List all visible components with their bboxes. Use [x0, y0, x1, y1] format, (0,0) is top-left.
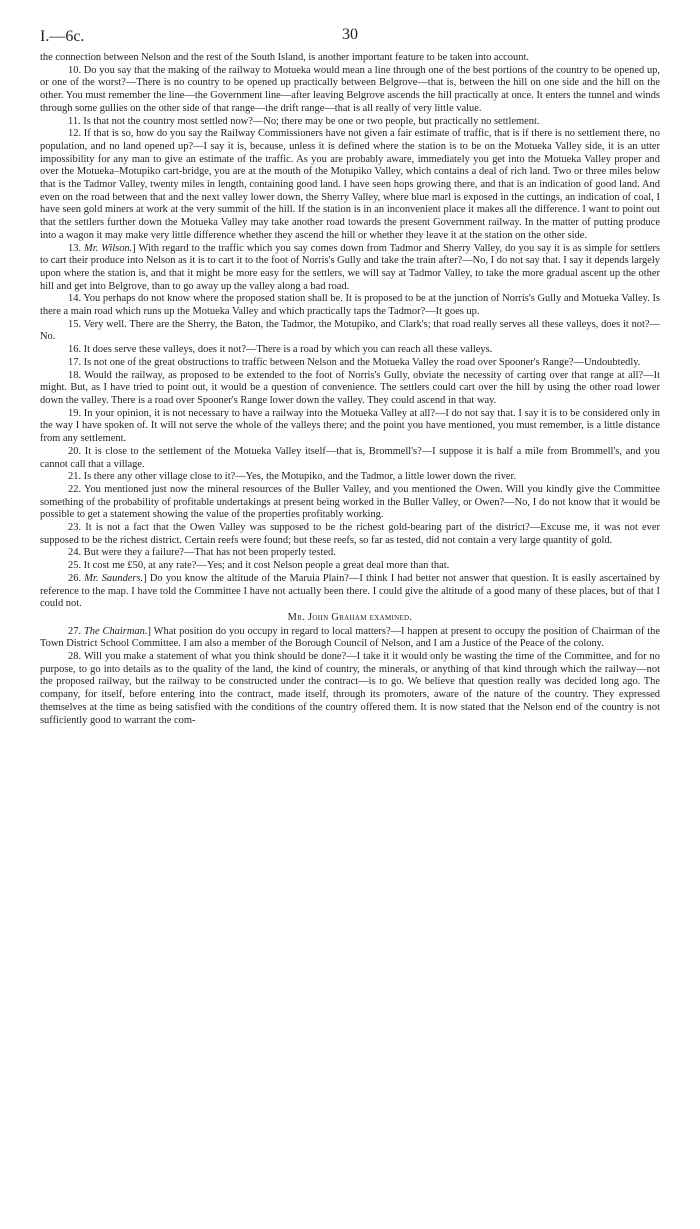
question-25: 25. It cost me £50, at any rate?—Yes; and it cost Nelson people a great deal more than that.	[68, 560, 450, 572]
question-11: 11. Is that not the country most settled now?—No; there may be one or two people, but practically no settlement.	[68, 115, 540, 127]
question-21: 21. Is there any other village close to it?—Yes, the Motupiko, and the Tadmor, a little lower down the river.	[68, 471, 517, 483]
question-20: 20. It is close to the settlement of the Motueka Valley itself—that is, Brommell's?—I suppose it is half a mile from Brommell's, and you cannot call that a village.	[40, 445, 660, 470]
question-15: 15. Very well. There are the Sherry, the Baton, the Tadmor, the Motupiko, and Clark's; that road really serves all these valleys, does it not?—No.	[40, 318, 660, 343]
question-26-text: Do you know the altitude of the Maruia Plain?—I think I had better not answer that question. It is easily ascertained by reference to the map. I have told the Committee I have not actually been there. I could give the altitude of a good many of these places, but of that I could not.	[40, 572, 660, 610]
question-14: 14. You perhaps do not know where the proposed station shall be. It is proposed to be at the junction of Norris's Gully and Motueka Valley. Is there a main road which runs up the Motueka Valley and which practically taps the Tadmor?—It goes up.	[40, 293, 660, 318]
question-23: 23. It is not a fact that the Owen Valley was supposed to be the richest gold-bearing part of the district?—Excuse me, it was not ever supposed to be the richest district. Certain reefs were found; but these reefs, so far as tested, did not contain a very large quantity of gold.	[40, 522, 660, 546]
speaker-saunders: Mr. Saunders.	[84, 572, 144, 584]
question-24: 24. But were they a failure?—That has not been properly tested.	[68, 547, 336, 559]
question-19: 19. In your opinion, it is not necessary to have a railway into the Motueka Valley at all?—I do not say that. I say it is to be considered only in the way I have spoken of. It will not serve the whole of the valleys there; and the point you have mentioned, you must remember, is a little distance from any settlement.	[40, 407, 660, 445]
question-26: 26. Mr. Saunders.] Do you know the altitude of the Maruia Plain?—I think I had better not answer that question. It is easily ascertained by reference to the map. I have told the Committee I have not actually been there. I could give the altitude of a good many of these places, but of that I could not.	[40, 572, 660, 610]
question-27: 27. The Chairman.] What position do you occupy in regard to local matters?—I happen at present to occupy the position of Chairman of the Town District School Committee. I am also a member of the Borough Council of Nelson, and I am a Justice of the Peace of the colony.	[40, 625, 661, 650]
question-28: 28. Will you make a statement of what you think should be done?—I take it it would only be wasting the time of the Committee, and for no purpose, to go into details as to the quality of the land, the kind of country, the minerals, or anything of that kind through which the railway—not the proposed railway, but the railway to be constructed under the contract—is to go. We believe that question really was decided long ago. The company, for itself, before entering into the contract, made itself, through its promoters, aware of the nature of the country. They expressed themselves at the time as being satisfied with the conditions of the country offered them. It is now stated that the Nelson end of the country is not sufficiently good to warrant the com-	[40, 651, 660, 726]
page-number: 30	[342, 26, 358, 43]
question-12: 12. If that is so, how do you say the Railway Commissioners have not given a fair estimate of traffic, that is if there is no settlement there, no population, and no land opened up?—I say it is, because, unless it is defined where the station is to be on the Motueka Valley side, it is an utter impossibility for any man to give an estimate of the traffic. As you are probably aware, immediately you get into the Motueka Valley proper and over the Motueka–Motupiko cart-bridge, you are at the mouth of the Motupiko Valley, which contains a deal of rich land. Two or three miles below that is the Tadmor Valley, twenty miles in length, containing good land. I have seen hops growing there, and that is an indication of good land. And even on the road between that and the next valley lower down, the Sherry Valley, where blue marl is exposed in the cuttings, an indication of coal, I have seen gold miners at work at the very summit of the hill. If the station is in an inconvenient place it makes all the difference. I want to point out that the settlers further down the Motueka Valley may take another road towards the present Government railway. In the matter of putting produce into a wagon it may make very little difference whether they ascend the hill or whether they leave it at the station on the other side.	[40, 128, 660, 241]
question-13: 13. Mr. Wilson.] With regard to the traffic which you say comes down from Tadmor and Sherry Valley, do you say it is as simple for settlers to cart their produce into Nelson as it is to cart it to the foot of Norris's Gully and take the train after?—No, I do not say that. I say it depends largely upon where the station is, and that it might be more easy for the settlers, we will say at Tadmor Valley, to take the more gradual ascent up the other hill and get into Belgrove, than to go away up the valley along a bad road.	[40, 242, 661, 292]
speaker-wilson: Mr. Wilson.	[84, 242, 133, 254]
question-10: 10. Do you say that the making of the railway to Motueka would mean a line through one of the best portions of the country to be opened up, or one of the worst?—There is no country to be opened up practically between Belgrove—that is, between the hill on one side and the hill on the other. You must remember the line—the Government line—after leaving Belgrove ascends the hill practically at once. It enters the tunnel and winds through some gullies on the other side of that range—the drift range—that is all really of very little value.	[40, 64, 660, 114]
question-22: 22. You mentioned just now the mineral resources of the Buller Valley, and you mentioned the Owen. Will you kindly give the Committee something of the probability of profitable undertakings at present being worked in the Buller Valley, or Owen?—No, I do not know that it would be possible to get a statement showing the value of the properties profitably working.	[40, 483, 660, 521]
document-body	[40, 52, 660, 727]
question-27-text: What position do you occupy in regard to local matters?—I happen at present to occupy the position of Chairman of the Town District School Committee. I am also a member of the Borough Council of Nelson, and I am a Justice of the Peace of the colony.	[40, 625, 661, 650]
question-17: 17. Is not one of the great obstructions to traffic between Nelson and the Motueka Valley the road over Spooner's Range?—Undoubtedly.	[68, 356, 641, 368]
paragraph-continuation: the connection between Nelson and the rest of the South Island, is another important feature to be taken into account.	[40, 52, 529, 63]
witness-heading: Mr. John Graham examined.	[287, 611, 413, 623]
question-18: 18. Would the railway, as proposed to be extended to the foot of Norris's Gully, obviate the necessity of carting over that range at all?—It might. But, as I have tried to point out, it would be a question of convenience. The settlers could cart over the hill by using the other road lower down the valley. There is a road over Spooner's Range lower down the valley. They could ascend in that way.	[40, 369, 660, 406]
question-13-text: With regard to the traffic which you say comes down from Tadmor and Sherry Valley, do you say it is as simple for settlers to cart their produce into Nelson as it is to cart it to the foot of Norris's Gully and take the train after?—No, I do not say that. I say it depends largely upon where the station is, and that it might be more easy for the settlers, we will say at Tadmor Valley, to take the more gradual ascent up the other hill and get into Belgrove, than to go away up the valley along a bad road.	[40, 242, 661, 292]
page-header	[40, 22, 660, 52]
document-reference: I.—6c.	[40, 28, 85, 45]
question-16: 16. It does serve these valleys, does it not?—There is a road by which you can reach all these valleys.	[68, 344, 493, 356]
speaker-chairman: The Chairman.	[83, 625, 148, 637]
